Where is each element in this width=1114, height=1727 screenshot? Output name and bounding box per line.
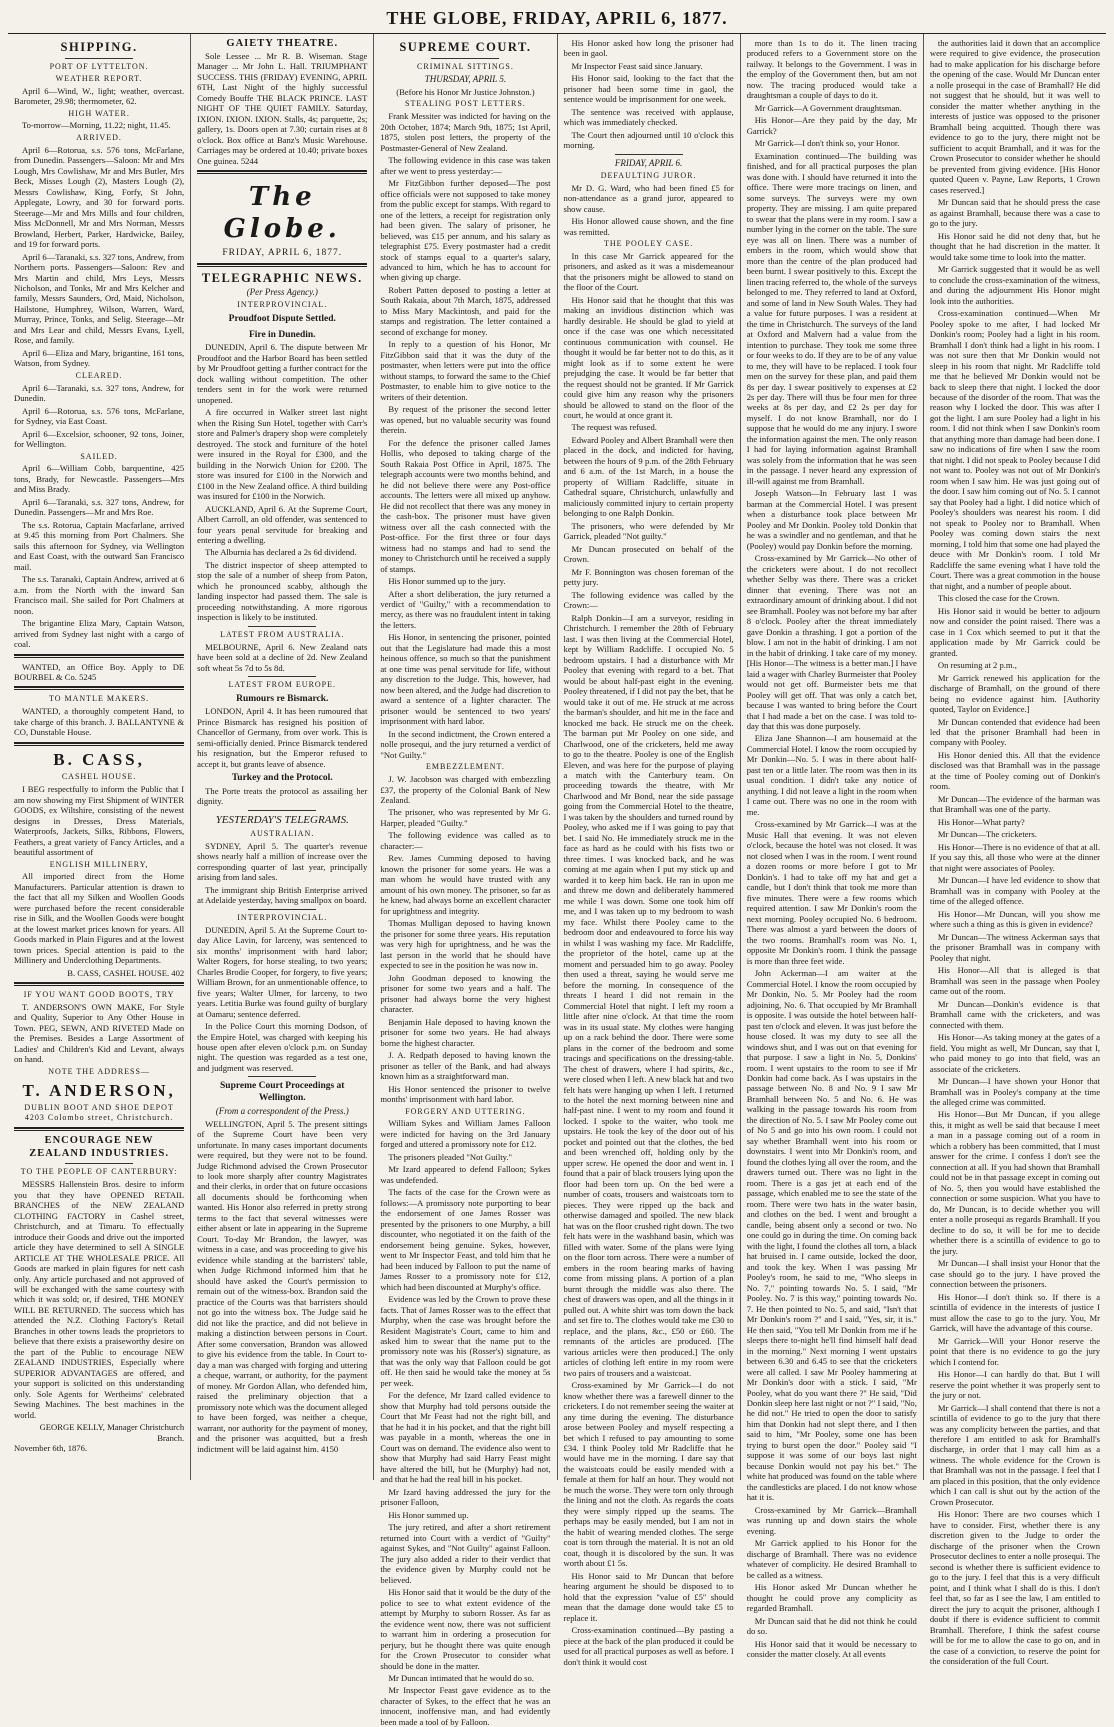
columns (8, 34, 1106, 1727)
gaiety-heading: GAIETY THEATRE. (226, 38, 339, 49)
court-paragraph: Mr Garrick—I shall contend that there is not a scintilla of evidence to go to the jury that there was any complicity between the parties, and that therefore I am entitled to ask for Bramhall's discharge, in order that I may call him as a witness. The whole evidence for the Crown is that Bramhall was not in the passage. I feel that I am placed in this position, that the only evidence which I can call is shut out by the action of the Crown Prosecutor. (929, 1402, 1101, 1507)
interprovincial-heading: INTERPROVINCIAL. (237, 912, 328, 922)
court-paragraph: His Honor said that he thought that this was making an invidious distinction which was hardly desirable. He should be glad to yield at once if the case was one which necessitated continuous communication with counsel. He thought it would be far better not to do this, as it might look as if to some extent he were prejudging the case. It would be far better that the request should not be granted. If Mr Garrick could give him any reason why the prisoners should be allowed to stand on the floor of the court, he would at once grant it. (563, 294, 734, 420)
court-paragraph: Mr Duncan—I shall insist your Honor that the case should go to the jury. I have proved the connection between the prisoners. (929, 1258, 1101, 1290)
paper-title: The Globe. (223, 182, 341, 244)
court-paragraph: After a short deliberation, the jury returned a verdict of "Guilty," with a recommendation to mercy, as there was no fraudulent intent in taking the letters. (380, 588, 551, 630)
millinery-body: All imported direct from the Home Manufacturers. Particular attention is drawn to the fact that all my Silken and Woollen Goods were purchased before the recent considerable rise in Silk, and the Woollen Goods were bought at the lowest market prices known for years. All Goods marked in Plain Figures and at the lowest town prices. Special attention is paid to the Millinery and Underclothing Departments. (14, 871, 185, 966)
court-paragraph: His Honor said that it would be the duty of the police to see to what extent evidence of the attempt by Murphy to suborn Rosser. As far as the evidence went now, there was not sufficient to warrant him in ordering a prosecution for perjury, but he thought there was quite enough for the Crown Prosecutor to consider what should be done in the matter. (380, 1587, 551, 1671)
telegraphic-subtitle: (Per Press Agency.) (246, 287, 318, 298)
cass-body: I BEG respectfully to inform the Public that I am now showing my First Shipment of WINTER GOODS, ex Wiltshire, consisting of the newest designs in Dresses, Dress Materials, Waterproofs, Jackets, Silks, Ribbons, Flowers, Feathers, a great variety of Fancy Articles, and a beautiful assortment of (14, 784, 185, 858)
column-5 (741, 34, 924, 1660)
court-paragraph: The facts of the case for the Crown were as follows:—A promissory note purporting to bear the endorsement of one James Rosser was presented by the prisoners to one Murphy, a bill discounter, who negotiated it on the faith of the endorsement being genuine. Sykes, however, went to Mr Inspector Feast, and told him that he had been induced by Falloon to put the name of James Rosser to a promissory note for £12, which had been discounted at Murphy's office. (380, 1187, 551, 1292)
news-paragraph: The district inspector of sheep attempted to stop the sale of a number of sheep from Paton, which he pronounced scabby, although the landing inspector had passed them. The sale is proceeding notwithstanding. A more rigorous inspection is likely to be instituted. (197, 559, 368, 623)
court-paragraph: His Honor—As taking money at the gates of a field. You might as well, Mr Duncan, say that I, who paid money to go into that field, was an associate of the cricketers. (929, 1032, 1101, 1074)
court-paragraph: His Honor—Mr Duncan, will you show me where such a thing as this is given in evidence? (929, 908, 1101, 930)
divider (248, 676, 316, 677)
divider (248, 909, 316, 910)
court-paragraph: His Honor sentenced the prisoner to twelve months' imprisonment with hard labor. (380, 1083, 551, 1105)
court-paragraph: His Honor—There is no evidence of that at all. If you say this, all those who were at the dinner that night were associates of Pooley. (929, 841, 1101, 873)
court-paragraph: Mr Duncan intimated that he would do so. (388, 1673, 534, 1683)
stealing-heading: STEALING POST LETTERS. (405, 99, 526, 109)
arrived-item: April 6—Eliza and Mary, brigantine, 161 tons, Watson, from Sydney. (14, 347, 185, 369)
court-paragraph: The following evidence was called as to character:— (380, 830, 551, 851)
court-paragraph: Mr D. G. Ward, who had been fined £5 for non-attendance as a grand juror, appeared to show cause. (563, 182, 734, 214)
court-paragraph: Cross-examination continued—By pasting a piece at the back of the plan produced it could be used for all practical purposes as well as before. I don't think it would cost (563, 1625, 734, 1667)
cleared-item: April 6—Rotorua, s.s. 576 tons, McFarlane, for Sydney, via East Coast. (14, 405, 185, 427)
weather-report: April 6—Wind, W., light; weather, overcast. Barometer, 29.98; thermometer, 62. (14, 85, 185, 107)
shipping-note: The brigantine Eliza Mary, Captain Watson, arrived from Sydney last night with a cargo of coal. (14, 618, 185, 650)
court-paragraph: In this case Mr Garrick appeared for the prisoners, and asked as it was a misdemeanour that the prisoners might be allowed to stand on the floor of the Court. (563, 250, 734, 293)
news-paragraph: LONDON, April 4. It has been rumoured that Prince Bismarck has resigned his position of Chancellor of Germany, from over work. This is semi-officially denied. Prince Bismarck tendered his resignation, but the Emperor refused to accept it, but grants leave of absence. (197, 706, 368, 769)
column-1 (8, 34, 191, 1480)
boots-body: T. ANDERSON'S OWN MAKE, For Style and Quality, Superior to Any Other House in Town. PEG, SEWN, AND RIVETED Made on the Premises. Besides a Large Assortment of Ladies' and Children's Kid and Levant, always on hand. (14, 1001, 185, 1065)
arrived-item: April 6—Rotorua, s.s. 576 tons, McFarlane, from Dunedin. Passengers—Saloon: Mr and Mrs Lough, Mrs Cowlishaw, Mr and Mrs Butler, Mrs Beck, Misses Lough (2), Masters Lough (2), Messrs Cowlishaw, King, Forfy, St John, Applegate, Lowry, and 30 for forward ports. Steerage—Mr and Mrs Mills and four children, Miss McDonnell, Mr and Mrs Norman, Messrs Browland, Herbert, Parker, Hardwicke, Bailey, and 19 for forward ports. (14, 144, 185, 250)
court-paragraph: The prisoner, who was represented by Mr G. Harper, pleaded "Guilty." (380, 807, 551, 828)
cleared-heading: CLEARED. (75, 370, 123, 380)
australian-heading: AUSTRALIAN. (250, 829, 315, 839)
court-paragraph: Mr Duncan—The cricketers. (937, 829, 1037, 840)
court-paragraph: Cross-examined by Mr Garrick—Bramhall was running up and down stairs the whole evening. (746, 1504, 917, 1536)
court-paragraph: Cross-examined by Mr Garrick—I was at the Music Hall that evening. It was not eleven o'clock, because the hotel was not closed. It was not closed when I was in the room. I went round a dozen rooms or more before I got to Mr Donkin's. I had to take off my hat and get a candle, but I don't think that took me more than five minutes. There were a few rooms which required attention. I saw Mr Donkin's room the next morning. Pooley occupied No. 6 bedroom. There was almost a yard between the doors of the two rooms. Bramhall's room was No. 1, opposite Mr Donkin's room. I think the passage is more than three feet wide. (746, 819, 917, 966)
court-paragraph: Mr Duncan—I have led evidence to show that Bramhall was in company with Pooley at the time of the alleged offence. (929, 875, 1101, 907)
millinery-heading: ENGLISH MILLINERY, (49, 859, 149, 869)
court-paragraph: Mr Duncan—Donkin's evidence is that Bramhall came with the cricketers, and was connected with them. (929, 998, 1101, 1030)
shipping-note: The s.s. Taranaki, Captain Andrew, arrived at 6 a.m. from the North with the inward San Francisco mail. She sailed for Port Chalmers at noon. (14, 574, 185, 616)
note-address: NOTE THE ADDRESS— (48, 1066, 150, 1076)
anderson-title: T. ANDERSON, (22, 1080, 176, 1100)
kelly-date: November 6th, 1876. (14, 1443, 88, 1454)
court-paragraph: The jury retired, and after a short retirement returned into Court with a verdict of "Guilty" against Sykes, and "Not Guilty" against Falloon. The jury also added a rider to their verdict that the evidence given by Murphy could not be believed. (380, 1522, 551, 1585)
kelly-body: MESSRS Hallenstein Bros. desire to inform you that they have OPENED RETAIL BRANCHES of the NEW ZEALAND CLOTHING FACTORY in Cashel street, Christchurch, and at Timaru. To effectually introduce their Goods and drive out the imported article they have determined to sell A SINGLE ARTICLE AT THE WHOLESALE PRICE. All Goods are marked in plain figures for nett cash only. Any article purchased and not approved of will be exchanged with the same courtesy with which it was sold; or, if desired, THE MONEY WILL BE RETURNED. The success which has attended the N.Z. Clothing Factory's Retail Branches in other towns leads the proprietors to believe that there exists a praiseworthy desire on the part of the Public to encourage NEW ZEALAND INDUSTRIES, Especially where SUPERIOR ADVANTAGES are offered, and your support is solicited on this understanding only. Sole Agents for Wertheims' celebrated Sewing Machines. The best machines in the world. (14, 1179, 185, 1420)
court-paragraph: Mr Inspector Feast said since January. (571, 60, 703, 71)
court-paragraph: Mr Duncan—The witness Ackerman says that the prisoner Bramhall was in company with Pooley that night. (929, 931, 1101, 963)
court-paragraph: Mr F. Bonnington was chosen foreman of the petty jury. (563, 566, 734, 588)
court-paragraph: Cross-examined by Mr Garrick—I do not know whether there was a farewell dinner to the cricketers. I do not remember seeing the waiter at any time during the evening. The disturbance arose between Pooley and myself respecting a bet which I refused to pay amounting to some £34. I think Pooley told Mr Radcliffe that he would have me in the morning. I dare say that the waistcoats could be easily mended with a female at them for half an hour. They would not be much the worse. They were torn only through the lining and not the cloth. As regards the coats they were simply ripped up the seams. The perhaps may be easily mended, but I am not in the habit of wearing mended clothes. The serge coat is torn through the material. It is not an old coat, though it is discolored by the sun. It was worth about £1 5s. (563, 1380, 734, 1569)
sitting-date: THURSDAY, APRIL 5. (424, 74, 507, 84)
pooley-case-heading: THE POOLEY CASE. (603, 238, 694, 248)
sailed-item: April 6—Taranaki, s.s. 327 tons, Andrew, for Dunedin. Passengers—Mr and Mrs Roe. (14, 496, 185, 518)
kelly-sign: GEORGE KELLY, Manager Christchurch Branch. (39, 1422, 185, 1443)
court-paragraph: The sentence was received with applause, which was immediately checked. (563, 106, 734, 128)
divider (14, 982, 184, 986)
court-paragraph: Mr Duncan prosecuted on behalf of the Crown. (563, 543, 734, 565)
court-paragraph: Mr Garrick suggested that it would be as well to conclude the cross-examination of the witness, and during the adjournment His Honor might look into the authorities. (929, 264, 1101, 306)
yesterday-heading: YESTERDAY'S TELEGRAMS. (215, 813, 349, 826)
court-paragraph: Mr Duncan contended that evidence had been led that the prisoner Bramhall had been in company with Pooley. (929, 716, 1101, 748)
court-paragraph: His Honor—I can hardly do that. But I will reserve the point whether it was properly sent to the jury or not. (929, 1369, 1101, 1401)
court-paragraph: Frank Messiter was indicted for having on the 20th October, 1874; March 9th, 1875; 1st April, 1875, stolen post letters, the property of the Postmaster-General of New Zealand. (380, 111, 551, 153)
court-paragraph: J. W. Jacobson was charged with embezzling £37, the property of the Colonial Bank of New Zealand. (380, 774, 551, 805)
divider (14, 742, 184, 746)
news-paragraph: The immigrant ship British Enterprise arrived at Adelaide yesterday, having smallpox on board. (197, 884, 368, 906)
court-paragraph: J. A. Redpath deposed to having known the prisoner as teller of the Bank, and had always known him as a straightforward man. (380, 1050, 551, 1082)
embezzlement-heading: EMBEZZLEMENT. (426, 762, 505, 772)
news-paragraph: SYDNEY, April 5. The quarter's revenue shows nearly half a million of increase over the corresponding quarter of last year, principally arising from land sales. (197, 841, 368, 883)
cleared-item: April 6—Taranaki, s.s. 327 tons, Andrew, for Dunedin. (14, 382, 185, 404)
court-paragraph: the authorities laid it down that an accomplice were required to give evidence, the prosecution had to make application for his discharge before the opening of the case. Would Mr Duncan enter a nolle prosequi in the case of Bramhall? He did not suggest that he should, but it was well to consider the matter whether anything in the interests of justice was opposed to the prisoner Bramhall being acquitted. Though there was evidence to go to the jury, there might not be sufficient to acquit Bramhall, and it was for the Crown Prosecutor to consider whether he should be prevented from giving evidence. [His Honor quoted Queen v. Payne, Law Reports, 1 Crown cases reserved.] (929, 38, 1101, 195)
court-paragraph: By request of the prisoner the second letter was opened, but no valuable security was found therein. (380, 404, 551, 436)
news-paragraph: The Porte treats the protocol as assailing her dignity. (197, 785, 368, 807)
column-6 (924, 34, 1106, 1667)
news-paragraph: The Alburnia has declared a 2s 6d dividend. (205, 547, 357, 558)
divider (14, 1127, 184, 1131)
cass-subtitle: CASHEL HOUSE. (61, 772, 137, 782)
court-paragraph: In the second indictment, the Crown entered a nolle prosequi, and the jury returned a verdict of "Not Guilty." (380, 728, 551, 760)
court-paragraph: Mr Izard appeared to defend Falloon; Sykes was undefended. (380, 1164, 551, 1185)
news-paragraph: DUNEDIN, April 5. At the Supreme Court to-day Alice Lavin, for larceny, was sentenced to six months' imprisonment with hard labor; Walter Rogers, for horse stealing, to two years; Charles Brodie Cooper, for forgery, to five years; William Brown, for an unmentionable offence, to five years; Walter Ulmer, for larceny, to two years. Letitia Burke was found guilty of burglary at Oamaru; sentence deferred. (197, 924, 368, 1019)
sailed-item: April 6—William Cobb, barquentine, 425 tons, Brady, for Newcastle. Passengers—Mrs and Miss Brady. (14, 463, 185, 495)
court-paragraph: more than 1s to do it. The linen tracing produced refers to a Government store on the railway. It belongs to the Government. I was in the employ of the Government then, but am not now. The tracing produced would take a draughtsman a couple of days to do it. (746, 38, 917, 101)
divider (197, 170, 367, 174)
divider (65, 58, 133, 59)
court-paragraph: Cross-examined by Mr Garrick—No other of the cricketers were about. I do not recollect whether Selby was there. There was a cricket dinner that evening. There was not an extraordinary amount of drinking about. I did not see Bramhall. Pooley was not before my bar after 8 o'clock. Pooley after the threat immediately gave Donkin a thrashing. I got a portion of the blow. I am not in the habit of drinking. I am not in the habit of drinking. I take care of my money. [His Honor—The witness is a better man.] I have laid a wager with Charley Burmeister that Pooley would not get off. Burmeister bets me that Pooley will get off. That was only a catch bet, because I was wanted to bring before the Court that I had made a bet on the case. I was told to-day that this was done purposely. (746, 553, 917, 731)
court-paragraph: Rev. James Cumming deposed to having known the prisoner for some years. He was a man whom he would have trusted with any amount of his own money. The prisoner, so far as he knew, had always borne an excellent character for uprightness and integrity. (380, 853, 551, 916)
arrived-heading: ARRIVED. (76, 132, 122, 142)
column-2 (191, 34, 374, 1480)
court-paragraph: William Sykes and William James Falloon were indicted for having on the 3rd January forged and uttered a promissory note for £12. (380, 1118, 551, 1150)
court-paragraph: His Honor asked how long the prisoner had been in gaol. (563, 38, 734, 59)
divider (197, 263, 367, 267)
court-paragraph: Ralph Donkin—I am a surveyor, residing in Christchurch. I remember the 28th of February last. I was then living at the Commercial Hotel, kept by William Radcliffe. I occupied No. 5 bedroom upstairs. I had a disturbance with Mr Pooley that evening with regard to a bet. That would be about half-past eight in the evening. Pooley threatened, if I did not pay the bet, that he would take it out of me. He struck at me across the barman's shoulder, and hit me in the face and knocked me back. He struck me on the cheek. The barman put Mr Pooley on one side, and Charlwood, one of the cricketers, held me away to go to the theatre. Pooley is one of the English Eleven, and was here for the purpose of playing a match with the Canterbury team. On proceeding towards the theatre, with Mr Charlwood and Mr Bond, near the side passage going from the Commercial Hotel to the theatre, I was taken by the shoulders and turned round by Pooley, who asked me if I was going to pay that bet. I said No. He immediately struck me in the face as hard as he could with his fists two or three times. I was knocked back, and he was coming at me again when I put my stick up and warded it to keep him back. He ran in upon me and threw me down and deliberately hammered me while I was down. Some one took him off me, and I was taken up to my bedroom to wash my face. Whilst there Pooley came to the bedroom door and endeavoured to force his way in whilst I was washing my face. Mr Radcliffe, the proprietor of the hotel, came up at the moment and persuaded him to go away. Pooley then used a threat, saying he would serve me before the morning. In consequence of the threats I heard I did not remain in the Commercial Hotel that night. I left my room a little after nine o'clock. At that time the room was in its usual state. My clothes were hanging up on a rack behind the door. There were some plans in the corner of the bedroom and some tracings and specifications on the dressing-table. The chest of drawers, where I had spirits, &c., were closed when I left. A new black hat and two felt hats were hanging up when I left. I returned to the hotel the next morning between nine and half-past nine. I went to my room and found it locked. I spoke to the waiter, who took me upstairs. He took the key of the door out of his pocket and pointed out that the clothes, the bed and been wrenched off, holding only by the upper screw. He opened the door and went in. I found that a pair of black trousers lying upon the floor had been torn up. On the bed were a number of coats, trousers and waistcoats torn to pieces. They were ripped up the back and otherwise damaged and spoiled. The new black hat was on the floor crushed right down. The two felt hats were in the washhand basin, which was filled with water. Some of the plans were lying on the floor torn across. There were a number of embers in the room bearing marks of having come from missing plans. A portion of a plan burnt through the middle was also there. The chest of drawers was open, and all the things in it pulled out. A white shirt was torn down the back and set fire to. The clothes would take me £30 to replace, and the plans, &c., £50 or £60. The remnants of the articles are produced. [The various articles were then produced.] The only articles of clothing left entire in my room were two pairs of trousers and a waistcoat. (563, 612, 734, 1378)
divider (615, 154, 683, 155)
court-paragraph: His Honor asked Mr Duncan whether he thought he could prove any complicity as regarded Bramhall. (746, 1582, 917, 1614)
news-paragraph: AUCKLAND, April 6. At the Supreme Court, Albert Carroll, an old offender, was sentenced to four years penal servitude for breaking and entering a dwelling. (197, 503, 368, 545)
court-paragraph: Examination continued—The building was finished, and for all practical purposes the plan was done with. I should have returned it into the office. There were more tracings on linen, and some surveys. The surveys were my own property. They are missing. I am quite prepared to swear that the plans were in my room. I saw a number lying in the corner on the table. The sure eye was all on linen. There was a number of embers in the room, which would show that more than the centre of the plan produced had been burnt. I swear positively to this. Except the linen tracing referred to, the whole of the surveys belonged to me. They referred to land at Oxford, and some of land in New South Wales. They had a value for future purposes. I was a resident at the time in Christchurch. The surveys of the land at Oxford and Malvern had a value from the intention to purchase. They took me some three or four weeks to do. If they are to be of any value to me, they will have to be replaced. I took four men on the survey for these plan, and paid them 8s per day. I swear positively to expenses at £2 2s per day. There will thus be four men for three weeks at 8s per day, and £2 2s per day for myself. I do not know Bramhall, nor do I suppose that he would do me any injury. I swore the information against the men. The only reason I had for laying information against Bramhall was solely from the information that he was seen in the passage. I never heard any expression of ill-will against me from Bramhall. (746, 150, 917, 486)
cass-sign: B. CASS, CASHEL HOUSE. 402 (67, 967, 185, 978)
court-paragraph: The request was refused. (571, 422, 657, 433)
court-paragraph: Mr Garrick—A Government draughtsman. (754, 102, 902, 113)
court-paragraph: Mr Izard having addressed the jury for the prisoner Falloon, (380, 1486, 551, 1508)
telegraphic-heading: TELEGRAPHIC NEWS. (201, 271, 363, 286)
arrived-item: April 6—Taranaki, s.s. 327 tons, Andrew, from Northern ports. Passengers—Saloon: Rev and Mrs Martin and child, Mrs Leys, Messrs Nicholson, and Tonks, Mr and Mrs Kelcher and family, Messrs Saunders, Ord, Maid, Nicholson, Hailstone, Humphrey, Wilson, Warren, Ward, Murray, Prince, Tonks, and Selig. Steerage—Mr and Mrs Lear and child, Messrs Evans, Lyell, Rose, and family. (14, 251, 185, 346)
water-report: To-morrow—Morning, 11.22; night, 11.45. (22, 120, 171, 131)
boots-lead: IF YOU WANT GOOD BOOTS, TRY (23, 990, 175, 1000)
divider (14, 654, 184, 658)
divider (431, 58, 499, 59)
court-paragraph: In reply to a question of his Honor, Mr FitzGibbon said that it was the duty of the postmaster, when letters were put into the office without stamps, to forward the same to the Chief Postmaster, to enable him to give notice to the writers of their detention. (380, 339, 551, 402)
court-paragraph: The prisoners, who were defended by Mr Garrick, pleaded "Not guilty." (563, 520, 734, 542)
court-paragraph: John Ackerman—I am waiter at the Commercial Hotel. I know the room occupied by Mr Donkin, No. 5. Mr Pooley had the room adjoining, No. 6. That occupied by Mr Bramhall is opposite. I was outside the hotel between half-past ten o'clock and eleven. It was just before the house closed. It was my duty to see all the windows shut, and I was out on that evening for that purpose. I saw a light in No. 5, Donkins' room. I went upstairs to the room to see if Mr Donkin had come back. As I was upstairs in the passage between No. 8 and No. 9 I saw Mr Bramhall between No. 5 and No. 6. He was walking in the passage towards his room from the direction of No. 5. I saw Mr Pooley come out of No 5 and go into his own room. I could not say whether Bramhall went into his room or downstairs. I went into Mr Donkin's room, and found the clothes lying all over the room, and the drawers turned out. There was no light in the room. There is a gas jet at each end of the passage, which enabled me to see the state of the room. There were two hats in the water basin, and clothes on the bed. I went and brought a candle, being absent only a second or two. No one could go in during the time. On coming back with the light, I found the clothes all torn, a black hat bruised in. I came outside, locked the door, and took the key. When I was passing Mr Pooley's room, he said to me, "Who sleeps in No. 7," pointing towards No. 5. I said, "Mr Pooley. No. 7 is this way," pointing towards No. 7. He then pointed to No. 5, and said, "Isn't that Mr Donkin's room ?" and I said, "Yes, sir, it is." He then said, "You tell Mr Donkin from me if he sleeps there to-night he'll find himself half dead in the morning." Next morning I went upstairs between 6.30 and 6.45 to see that the cricketers were all called. I saw Mr Pooley hammering at Mr Donkin's door with a stick. I said, "Mr Pooley, what do you want there ?" He said, "Did Donkin sleep here last night or not ?" I said, "No, he did not." He tried to open the door to satisfy him that Donkin had not slept there, and I then said to him, "Mr Pooley, some one has been trying to burst open the door." Pooley said "I suppose it was some of our boys last night because Donkin would not pay his bet." The white hat produced was found on the table where the candlesticks are placed. I do not know whose hat it is. (746, 968, 917, 1503)
court-paragraph: Robert Patten deposed to posting a letter at South Rakaia, about 7th March, 1875, addressed to Miss Mary Mackintosh, and paid for the stamps and registration. The letter contained a second of exchange for money. (380, 284, 551, 337)
fire-heading: Fire in Dunedin. (248, 329, 316, 340)
court-paragraph: This closed the case for the Crown. (937, 593, 1060, 604)
court-paragraph: His Honor: There are two courses which I have to consider. First, whether there is any discretion given to the Judge to order the discharge of the prisoner when the Crown Prosecutor declines to enter a nolle prosequi. The second is whether there is sufficient evidence to go to the jury. I feel that this is a very difficult point, and I think what I shall do is this. I don't feel that, so far as I see the law, I am entitled to direct the jury to acquit the prisoner, although I doubt if there is evidence sufficient to commit Bramhall. Therefore, I think the safest course will be for me to allow the case to go on, and in the case of a conviction, to reserve the point for the consideration of the full Court. (929, 1509, 1101, 1667)
wellington-subtitle: (From a correspondent of the Press.) (215, 1105, 349, 1116)
interprovincial-heading: INTERPROVINCIAL. (237, 300, 328, 310)
divider (248, 810, 316, 811)
europe-heading: LATEST FROM EUROPE. (228, 680, 337, 690)
court-paragraph: The following evidence was called by the Crown:— (563, 589, 734, 611)
court-paragraph: His Honor allowed cause shown, and the fine was remitted. (563, 216, 734, 237)
turkey-heading: Turkey and the Protocol. (231, 773, 333, 784)
court-paragraph: The following evidence in this case was taken after we went to press yesterday:— (380, 155, 551, 176)
news-paragraph: In the Police Court this morning Dodson, of the Empire Hotel, was charged with keeping his house open after eleven o'clock p.m. on Sunday night. The question was regarded as a test one, and judgment was reserved. (197, 1021, 368, 1073)
court-paragraph: His Honor—Are they paid by the day, Mr Garrick? (746, 115, 917, 136)
port-heading: PORT OF LYTTELTON. (49, 62, 149, 72)
paper-date: FRIDAY, APRIL 6, 1877. (222, 247, 343, 258)
court-paragraph: The Court then adjourned until 10 o'clock this morning. (563, 129, 734, 151)
court-paragraph: Mr Duncan—I have shown your Honor that Bramhall was in Pooley's company at the time the alleged crime was committed. (929, 1076, 1101, 1107)
court-paragraph: For the defence, Mr Izard called evidence to show that Murphy had told persons outside the Court that Mr Feast had not the right bill, and that he had it in his pocket, and that the right bill was payable in a month, whereas the one in Court was on demand. The evidence also went to show that Murphy had said Harry Feast might have altered the bill, but he (Murphy) had not, and that he had the real bill in his pocket. (380, 1390, 551, 1485)
court-paragraph: His Honor—I don't think so. If there is a scintilla of evidence in the interests of justice I must allow the case to go to the jury. You, Mr Garrick, will have the advantage of this course. (929, 1291, 1101, 1334)
court-paragraph: Edward Pooley and Albert Bramhall were then placed in the dock, and indicted for having, between the hours of 9 p.m. of the 28th February and 6 a.m. of the 1st March, in a house the property of William Radcliffe, situate in Cathedral square, Christchurch, unlawfully and maliciously committed injury to certain property belonging to one Ralph Donkin. (563, 434, 734, 519)
wellington-heading: Supreme Court Proceedings at Wellington. (220, 1081, 345, 1104)
court-paragraph: His Honor—All that is alleged is that Bramhall was seen in the passage when Pooley came out of the room. (929, 965, 1101, 997)
wanted-ad: WANTED, an Office Boy. Apply to DE BOURBEL & Co. 5245 (14, 661, 185, 682)
canterbury-heading: TO THE PEOPLE OF CANTERBURY: (20, 1167, 178, 1177)
cleared-item: April 6—Excelsior, schooner, 92 tons, Joiner, for Wellington. (14, 428, 185, 450)
court-paragraph: Mr Garrick—Will your Honor reserve the point that there is no evidence to go the jury which I contend for. (929, 1335, 1101, 1367)
masthead-title: THE GLOBE, FRIDAY, APRIL 6, 1877. (8, 6, 1106, 34)
column-4 (558, 34, 741, 1667)
court-paragraph: The prisoners pleaded "Not Guilty." (388, 1151, 512, 1162)
divider (14, 686, 184, 690)
defaulting-juror-heading: DEFAULTING JUROR. (600, 170, 697, 180)
cass-title: B. CASS, (53, 749, 145, 769)
court-paragraph: Mr Inspector Feast gave evidence as to the character of Sykes, to the effect that he was an innocent, inoffensive man, and had evidently been made a tool of by Falloon. (380, 1685, 551, 1727)
encourage-heading: ENCOURAGE NEW ZEALAND INDUSTRIES. (29, 1134, 169, 1159)
gaiety-body: Sole Lessee ... Mr R. B. Wiseman. Stage Manager ... Mr John L. Hall. TRIUMPHANT SUCCESS. THIS (FRIDAY) EVENING, APRIL 6TH, Last Night of the highly successful Comedy Bouffe THE BLACK PRINCE. LAST NIGHT OF THE QUIET FAMILY. Saturday, IXION. IXION. IXION. Stalls, 4s; parquette, 2s; gallery, 1s. Doors open at 7.30; curtain rises at 8 o'clock. Box office at Banz's Music Warehouse. Carriages may be ordered at 10.40; private boxes One guinea. 5244 (197, 50, 368, 166)
wanted-ad: WANTED, a thoroughly competent Hand, to take charge of this branch. J. BALLANTYNE & CO, Dunstable House. (14, 706, 185, 738)
divider (65, 1163, 133, 1164)
shipping-note: The s.s. Rotorua, Captain Macfarlane, arrived at 9.45 this morning from Port Chalmers. She sails this afternoon for Sydney, via Wellington and East Coast, with the outward San Francisco mail. (14, 519, 185, 572)
water-heading: HIGH WATER. (68, 108, 130, 118)
court-paragraph: His Honor summed up to the jury. (388, 576, 506, 587)
shipping-heading: SHIPPING. (60, 40, 138, 54)
court-paragraph: His Honor denied this. All that the evidence disclosed was that Bramhall was in the passage at the time of Pooley coming out of Donkin's room. (929, 749, 1101, 792)
anderson-subtitle: DUBLIN BOOT AND SHOE DEPOT 4203 Colombo street, Christchurch. (24, 1103, 174, 1123)
court-paragraph: His Honor said that it would be necessary to consider the matter closely. At all events (746, 1638, 917, 1660)
supreme-court-heading: SUPREME COURT. (399, 40, 532, 54)
court-paragraph: His Honor—But Mr Duncan, if you allege this, it might as well be said that because I meet a man in a passage coming out of a room in which a robbery has been committed, that I must answer for the crime. I confess I don't see the connection at all. If you had shown that Bramhall could not be in that passage except in coming out of No. 5, then you would have established the connection or some suspicion. What you have to do, Mr Duncan, is to decide whether you will enter a nolle prosequi as regards Bramhall. If you decline to do so, it will be for me to decide whether there is a scintilla of evidence to go to the jury. (929, 1109, 1101, 1256)
before-judge: (Before his Honor Mr Justice Johnston.) (396, 86, 535, 97)
court-paragraph: Mr Duncan—The evidence of the barman was that Bramhall was one of the party. (929, 793, 1101, 815)
mantle-heading: TO MANTLE MAKERS. (48, 694, 150, 704)
court-paragraph: His Honor said, looking to the fact that the prisoner had been some time in gaol, the sentence would be imprisonment for one week. (563, 73, 734, 105)
news-paragraph: WELLINGTON, April 5. The present sittings of the Supreme Court have been very unfortunate. In many cases important documents were required, but they were not to be found. Judge Richmond advised the Crown Prosecutor to look more sharply after country Magistrates and their clerks, in order that on future occasions all documents should be forthcoming when wanted. His Honor also referred in pretty strong terms to the fact that several witnesses were either absent or late in appearing in the Supreme Court. To-day Mr Brandon, the lawyer, was witness in a case, and was proceeding to give his evidence while standing at the barristers' table, when Judge Richmond informed him that he should have asked the Court's permission to remain out of the witness-box. Brandon said the practice of the Courts was that barristers should not go into the witness box. The Judge said he did not like the practice, and did not believe in making a distinction between persons in Court. After some conversation, Brandon was allowed to give his evidence from the table. In Court to-day a man was charged with forging and uttering a cheque, warrant, or authority, for the payment of money. Mr Gordon Allan, who defended him, raised the preliminary objection that a promissory note which was the document alleged to have been forged, was neither a cheque, warrant, nor authority for the payment of money, and the prisoner was acquitted, but a fresh indictment will be laid against him. 4150 (197, 1118, 368, 1454)
court-paragraph: Mr Garrick—I don't think so, your Honor. (754, 138, 900, 149)
court-paragraph: John Goodman deposed to knowing the prisoner for some two years and a half. The prisoner had always borne the very highest character. (380, 972, 551, 1015)
bismarck-heading: Rumours re Bismarck. (236, 693, 329, 704)
court-paragraph: Thomas Mulligan deposed to having known the prisoner for some three years. His reputation was very high for uprightness, and he was the last person in the world that he should have expected to see in the position he was now in. (380, 918, 551, 971)
criminal-sittings-heading: CRIMINAL SITTINGS. (417, 62, 514, 72)
news-paragraph: MELBOURNE, April 6. New Zealand oats have been sold at a decline of 2d. New Zealand soft wheat 5s 7d to 5s 8d. (197, 641, 368, 673)
court-paragraph: For the defence the prisoner called James Hollis, who deposed to taking charge of the South Rakaia Post Office in April, 1875. The telegraph accounts were two months behind, and he did not believe there were any Post-office accounts. The letters were all mixed up anyhow. He did not recollect that there was any money in the cash-box. The prisoner must have given witness over all the cash connected with the Post-office. For the first three or four days witness had no stamps and had to send the money to Christchurch until he received a supply of stamps. (380, 437, 551, 574)
court-paragraph: His Honor, in sentencing the prisoner, pointed out that the Legislature had made this a most heinous offence, so much so that the punishment at one time was penal servitude for life, without any discretion to the Judge. This, however, had now been altered, and the Judge had discretion to award a sentence of a lighter character. The prisoner would be sentenced to two years' imprisonment with hard labor. (380, 632, 551, 727)
court-paragraph: His Honor said he did not deny that, but he thought that he had discretion in the matter. It would take some time to look into the matter. (929, 230, 1101, 262)
court-paragraph: Mr Duncan said that he did not think he could do so. (746, 1615, 917, 1637)
court-paragraph: Mr FitzGibbon further deposed—The post office officials were not supposed to take money from the public except for stamps. With regard to one of the letters, a receipt for registration only had been given. The salary of prisoner, he believed, was £15 per annum, and his salary as telegraphist £75. Every postmaster had a credit stock of stamps equal to a quarter's salary, advanced to him, which he has to account for when giving up charge. (380, 178, 551, 283)
proudfoot-heading: Proudfoot Dispute Settled. (228, 314, 336, 325)
sailed-heading: SAILED. (80, 451, 118, 461)
divider (248, 1076, 316, 1077)
news-paragraph: DUNEDIN, April 6. The dispute between Mr Proudfoot and the Harbor Board has been settled by Mr Proudfoot getting a further contract for the dock walling without competition. The other tenders sent in for the work were returned unopened. (197, 342, 368, 405)
court-paragraph: Cross-examination continued—When Mr Pooley spoke to me after, I had locked Mr Donkin's room; Pooley had a light in his room. Bramhall I don't think had a light in his room. I was not sure then that Mr Donkin would not sleep in his room that night. Mr Radcliffe told me that he believed Mr Donkin would not be back to sleep there that night. I locked the door because of the disorder of the room. That was the reason why I locked the door. This was after I got the light. I am sure Pooley had a light in his room. I did not think when I saw Donkin's room that anything more than damage had been done. I saw no indications of fire when I saw the room that night. I did not speak to Pooley because I did not want to. Pooley was not out of Mr Donkin's room when I saw him. He was just going out of the door. I saw him coming out of No. 5. I cannot say that Pooley had a light. I did notice which of Pooley's shoulders was nearest his room. I did not speak to Pooley nor to Bramhall. When Pooley was coming down stairs the next morning, I told him that some one had played the deuce with Mr Donkin's room. I told Mr Radcliffe the same evening what I have told the Court. There was a great commotion in the house that night, and a number of people about. (929, 308, 1101, 591)
court-paragraph: Benjamin Hale deposed to having known the prisoner for some two years. He had always borne the highest character. (380, 1016, 551, 1048)
news-paragraph: A fire occurred in Walker street last night when the Rising Sun Hotel, together with Carr's store and Palmer's drapery shop were completely destroyed. The stock and furniture of the hotel were insured in the Royal for £300, and the building in the Norwich Union for £200. The store was insured for £100 in the Norwich and £100 in the New Zealand office. A third building was insured for £100 in the Norwich. (197, 407, 368, 502)
court-paragraph: Joseph Watson—In February last I was barman at the Commercial Hotel. I was present when a disturbance took place between Mr Pooley and Mr Donkin. Pooley told Donkin that he was a swindler and no gentleman, and that he (Pooley) would pay Donkin before the morning. (746, 488, 917, 551)
divider (248, 626, 316, 627)
court-paragraph: His Honor—What party? (937, 816, 1025, 827)
australia-heading: LATEST FROM AUSTRALIA. (220, 629, 345, 639)
court-paragraph: His Honor said it would be better to adjourn now and consider the point raised. There was a case in 1 Cox which seemed to put it that the application made by Mr Garrick could be granted. (929, 605, 1101, 658)
court-paragraph: His Honor summed up. (388, 1509, 469, 1520)
court-paragraph: His Honor said to Mr Duncan that before hearing argument he should be disposed to to hold that the expression "value of £5" should mean that the damage done would take £5 to replace it. (563, 1570, 734, 1623)
court-paragraph: On resuming at 2 p.m., (937, 660, 1017, 671)
court-paragraph: Mr Garrick renewed his application for the discharge of Bramhall, on the ground of there being no evidence against him. [Authority quoted, Taylor on Evidence.] (929, 672, 1101, 715)
weather-heading: WEATHER REPORT. (55, 74, 143, 83)
forgery-heading: FORGERY AND UTTERING. (405, 1106, 526, 1116)
court-paragraph: Mr Duncan said that he should press the case as against Bramhall, because there was a case to go to the jury. (929, 197, 1101, 229)
column-3 (374, 34, 557, 1727)
sitting-date: FRIDAY, APRIL 6. (614, 157, 683, 168)
court-paragraph: Eliza Jane Shannon—I am housemaid at the Commercial Hotel. I know the room occupied by Mr Donkin—No. 5. I was in there about half-past ten or a little later. The room was then in its usual condition. I didn't take any notice of anything. I did not leave a light in the room when I came out. There was no one in the room with me. (746, 733, 917, 817)
court-paragraph: Evidence was led by the Crown to prove these facts. That of James Rosser was to the effect that Murphy, when the case was brought before the Resident Magistrate's Court, came to him and asked him to swear that the name put to the promissory note was his (Rosser's) signature, as that was the only way that Falloon could be got off. He then said he would take the money at 5s per week. (380, 1294, 551, 1388)
court-paragraph: Mr Garrick applied to his Honor for the discharge of Bramhall. There was no evidence whatever of complicity. He desired Bramhall to be called as a witness. (746, 1538, 917, 1580)
